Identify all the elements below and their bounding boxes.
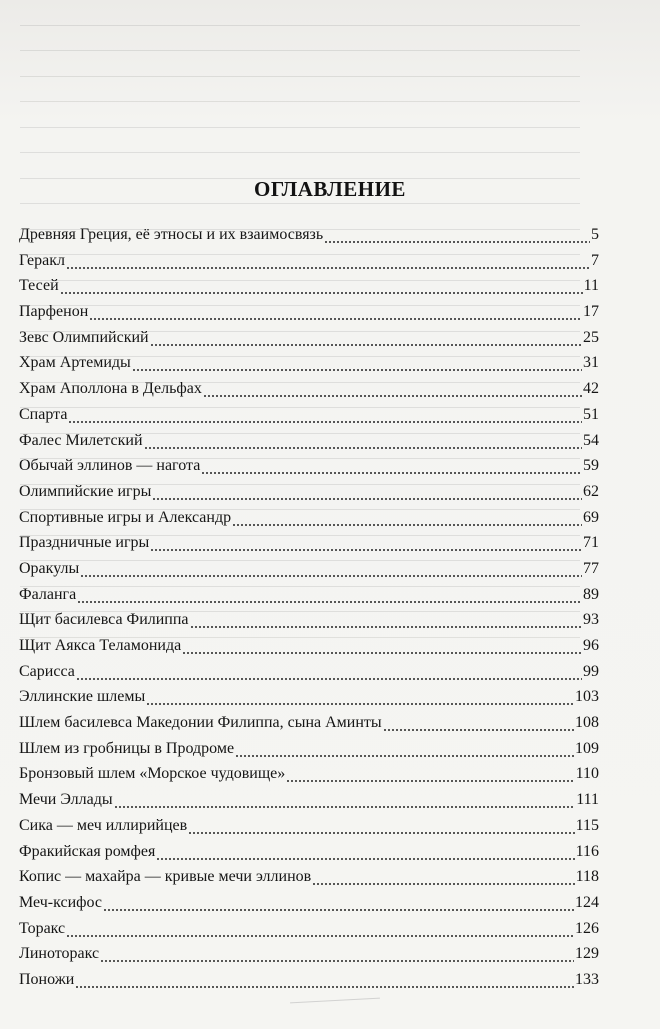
toc-entry-title: Спортивные игры и Александр: [19, 508, 232, 526]
toc-entry-title: Древняя Греция, её этносы и их взаимосвязь: [19, 226, 324, 243]
dot-leader: [144, 447, 582, 449]
toc-entry-page-number: 59: [583, 457, 599, 475]
toc-entry-title: Меч-ксифос: [19, 893, 102, 911]
dot-leader: [188, 832, 574, 834]
toc-entry: [19, 582, 599, 608]
dot-leader: [80, 575, 582, 577]
toc-entry-page-number: 103: [575, 688, 599, 706]
toc-entry: [19, 761, 599, 787]
toc-entry-title: Олимпийские игры: [19, 482, 152, 500]
toc-entry: [19, 453, 599, 479]
toc-entry-page-number: 89: [583, 585, 599, 603]
toc-entry-title: Оракулы: [19, 559, 80, 577]
toc-entry-title: Храм Артемиды: [19, 354, 131, 372]
toc-entry-page-number: 54: [583, 431, 599, 449]
toc-entry: [19, 530, 599, 556]
toc-entry: [19, 941, 599, 967]
dot-leader: [324, 241, 590, 243]
table-of-contents: [19, 222, 599, 993]
dot-leader: [286, 780, 574, 782]
toc-entry: [19, 248, 599, 274]
dot-leader: [150, 549, 582, 551]
toc-entry-title: Сарисса: [19, 662, 75, 680]
toc-entry-page-number: 62: [583, 482, 599, 500]
toc-entry-title: Линоторакс: [19, 945, 100, 963]
dot-leader: [201, 472, 582, 474]
toc-entry-page-number: 93: [583, 611, 599, 629]
dot-leader: [235, 755, 574, 757]
toc-entry-page-number: 118: [575, 868, 599, 886]
toc-entry-title: Зевс Олимпийский: [19, 328, 149, 346]
toc-entry-page-number: 5: [591, 226, 599, 243]
toc-entry: [19, 890, 599, 916]
toc-entry-title: Мечи Эллады: [19, 791, 113, 809]
dot-leader: [75, 986, 574, 988]
toc-entry-title: Геракл: [19, 251, 65, 269]
toc-entry-page-number: 11: [583, 277, 599, 295]
toc-entry-title: Поножи: [19, 970, 75, 988]
toc-entry: [19, 710, 599, 736]
dot-leader: [146, 703, 574, 705]
toc-entry: [19, 787, 599, 813]
toc-entry-page-number: 109: [575, 739, 599, 757]
dot-leader: [190, 626, 582, 628]
dot-leader: [150, 344, 582, 346]
page-title: ОГЛАВЛЕНИЕ: [254, 177, 406, 201]
dot-leader: [66, 935, 574, 937]
toc-entry-title: Щит Аякса Теламонида: [19, 637, 182, 654]
dot-leader: [100, 960, 574, 962]
toc-entry-title: Обычай эллинов — нагота: [19, 457, 201, 475]
toc-entry-page-number: 31: [583, 354, 599, 372]
dot-leader: [203, 395, 582, 397]
toc-entry-page-number: 116: [575, 842, 599, 860]
toc-entry: [19, 273, 599, 299]
toc-entry: [19, 864, 599, 890]
toc-entry: [19, 402, 599, 428]
toc-entry: [19, 736, 599, 762]
toc-entry-page-number: 110: [575, 765, 599, 783]
toc-entry-title: Шлем из гробницы в Продроме: [19, 739, 235, 757]
dot-leader: [156, 858, 574, 860]
toc-entry-title: Фалес Милетский: [19, 431, 143, 449]
toc-entry: [19, 479, 599, 505]
dot-leader: [152, 498, 582, 500]
toc-entry: [19, 967, 599, 993]
toc-entry: [19, 428, 599, 454]
toc-entry-title: Храм Аполлона в Дельфах: [19, 380, 202, 398]
dot-leader: [76, 678, 582, 680]
toc-entry-page-number: 129: [575, 945, 599, 963]
toc-entry-title: Щит басилевса Филиппа: [19, 611, 189, 629]
toc-entry-page-number: 126: [575, 919, 599, 937]
dot-leader: [182, 652, 582, 654]
toc-entry-page-number: 111: [576, 791, 599, 809]
toc-entry: [19, 633, 599, 659]
dot-leader: [312, 883, 574, 885]
toc-entry-page-number: 71: [583, 534, 599, 552]
toc-entry-title: Торакс: [19, 919, 66, 937]
toc-entry-page-number: 17: [583, 303, 599, 321]
dot-leader: [103, 909, 574, 911]
toc-entry: [19, 505, 599, 531]
toc-entry-title: Тесей: [19, 277, 59, 295]
toc-entry: [19, 607, 599, 633]
dot-leader: [77, 601, 582, 603]
toc-entry-page-number: 133: [575, 970, 599, 988]
toc-entry-page-number: 42: [583, 380, 599, 398]
toc-entry-title: Сика — меч иллирийцев: [19, 816, 188, 834]
toc-entry-page-number: 51: [583, 405, 599, 423]
dot-leader: [114, 806, 576, 808]
toc-entry: [19, 916, 599, 942]
toc-entry: [19, 839, 599, 865]
toc-entry-page-number: 69: [583, 508, 599, 526]
toc-entry: [19, 659, 599, 685]
toc-entry-title: Фаланга: [19, 585, 77, 603]
toc-entry: [19, 376, 599, 402]
toc-entry-title: Фракийская ромфея: [19, 842, 156, 860]
toc-entry-page-number: 96: [583, 637, 599, 654]
toc-entry: [19, 325, 599, 351]
dot-leader: [89, 318, 582, 320]
toc-entry-page-number: 115: [575, 816, 599, 834]
toc-entry-title: Праздничные игры: [19, 534, 150, 552]
toc-entry-title: Эллинские шлемы: [19, 688, 146, 706]
toc-entry-title: Парфенон: [19, 303, 89, 321]
page-smudge: [290, 998, 380, 1004]
toc-entry: [19, 222, 599, 248]
toc-entry-title: Бронзовый шлем «Морское чудовище»: [19, 765, 286, 783]
toc-entry: [19, 299, 599, 325]
toc-entry-page-number: 77: [583, 559, 599, 577]
toc-entry-title: Шлем басилевса Македонии Филиппа, сына Аминты: [19, 714, 382, 732]
toc-entry: [19, 813, 599, 839]
toc-entry: [19, 350, 599, 376]
toc-entry: [19, 556, 599, 582]
dot-leader: [232, 524, 582, 526]
toc-entry-title: Копис — махайра — кривые мечи эллинов: [19, 868, 312, 886]
toc-entry-page-number: 25: [583, 328, 599, 346]
toc-entry-page-number: 124: [575, 893, 599, 911]
toc-entry-title: Спарта: [19, 405, 68, 423]
dot-leader: [68, 421, 582, 423]
dot-leader: [383, 729, 574, 731]
dot-leader: [66, 267, 590, 269]
toc-entry-page-number: 7: [591, 251, 599, 269]
toc-entry-page-number: 108: [575, 714, 599, 732]
toc-entry-page-number: 99: [583, 662, 599, 680]
toc-entry: [19, 684, 599, 710]
dot-leader: [60, 292, 583, 294]
dot-leader: [132, 369, 582, 371]
